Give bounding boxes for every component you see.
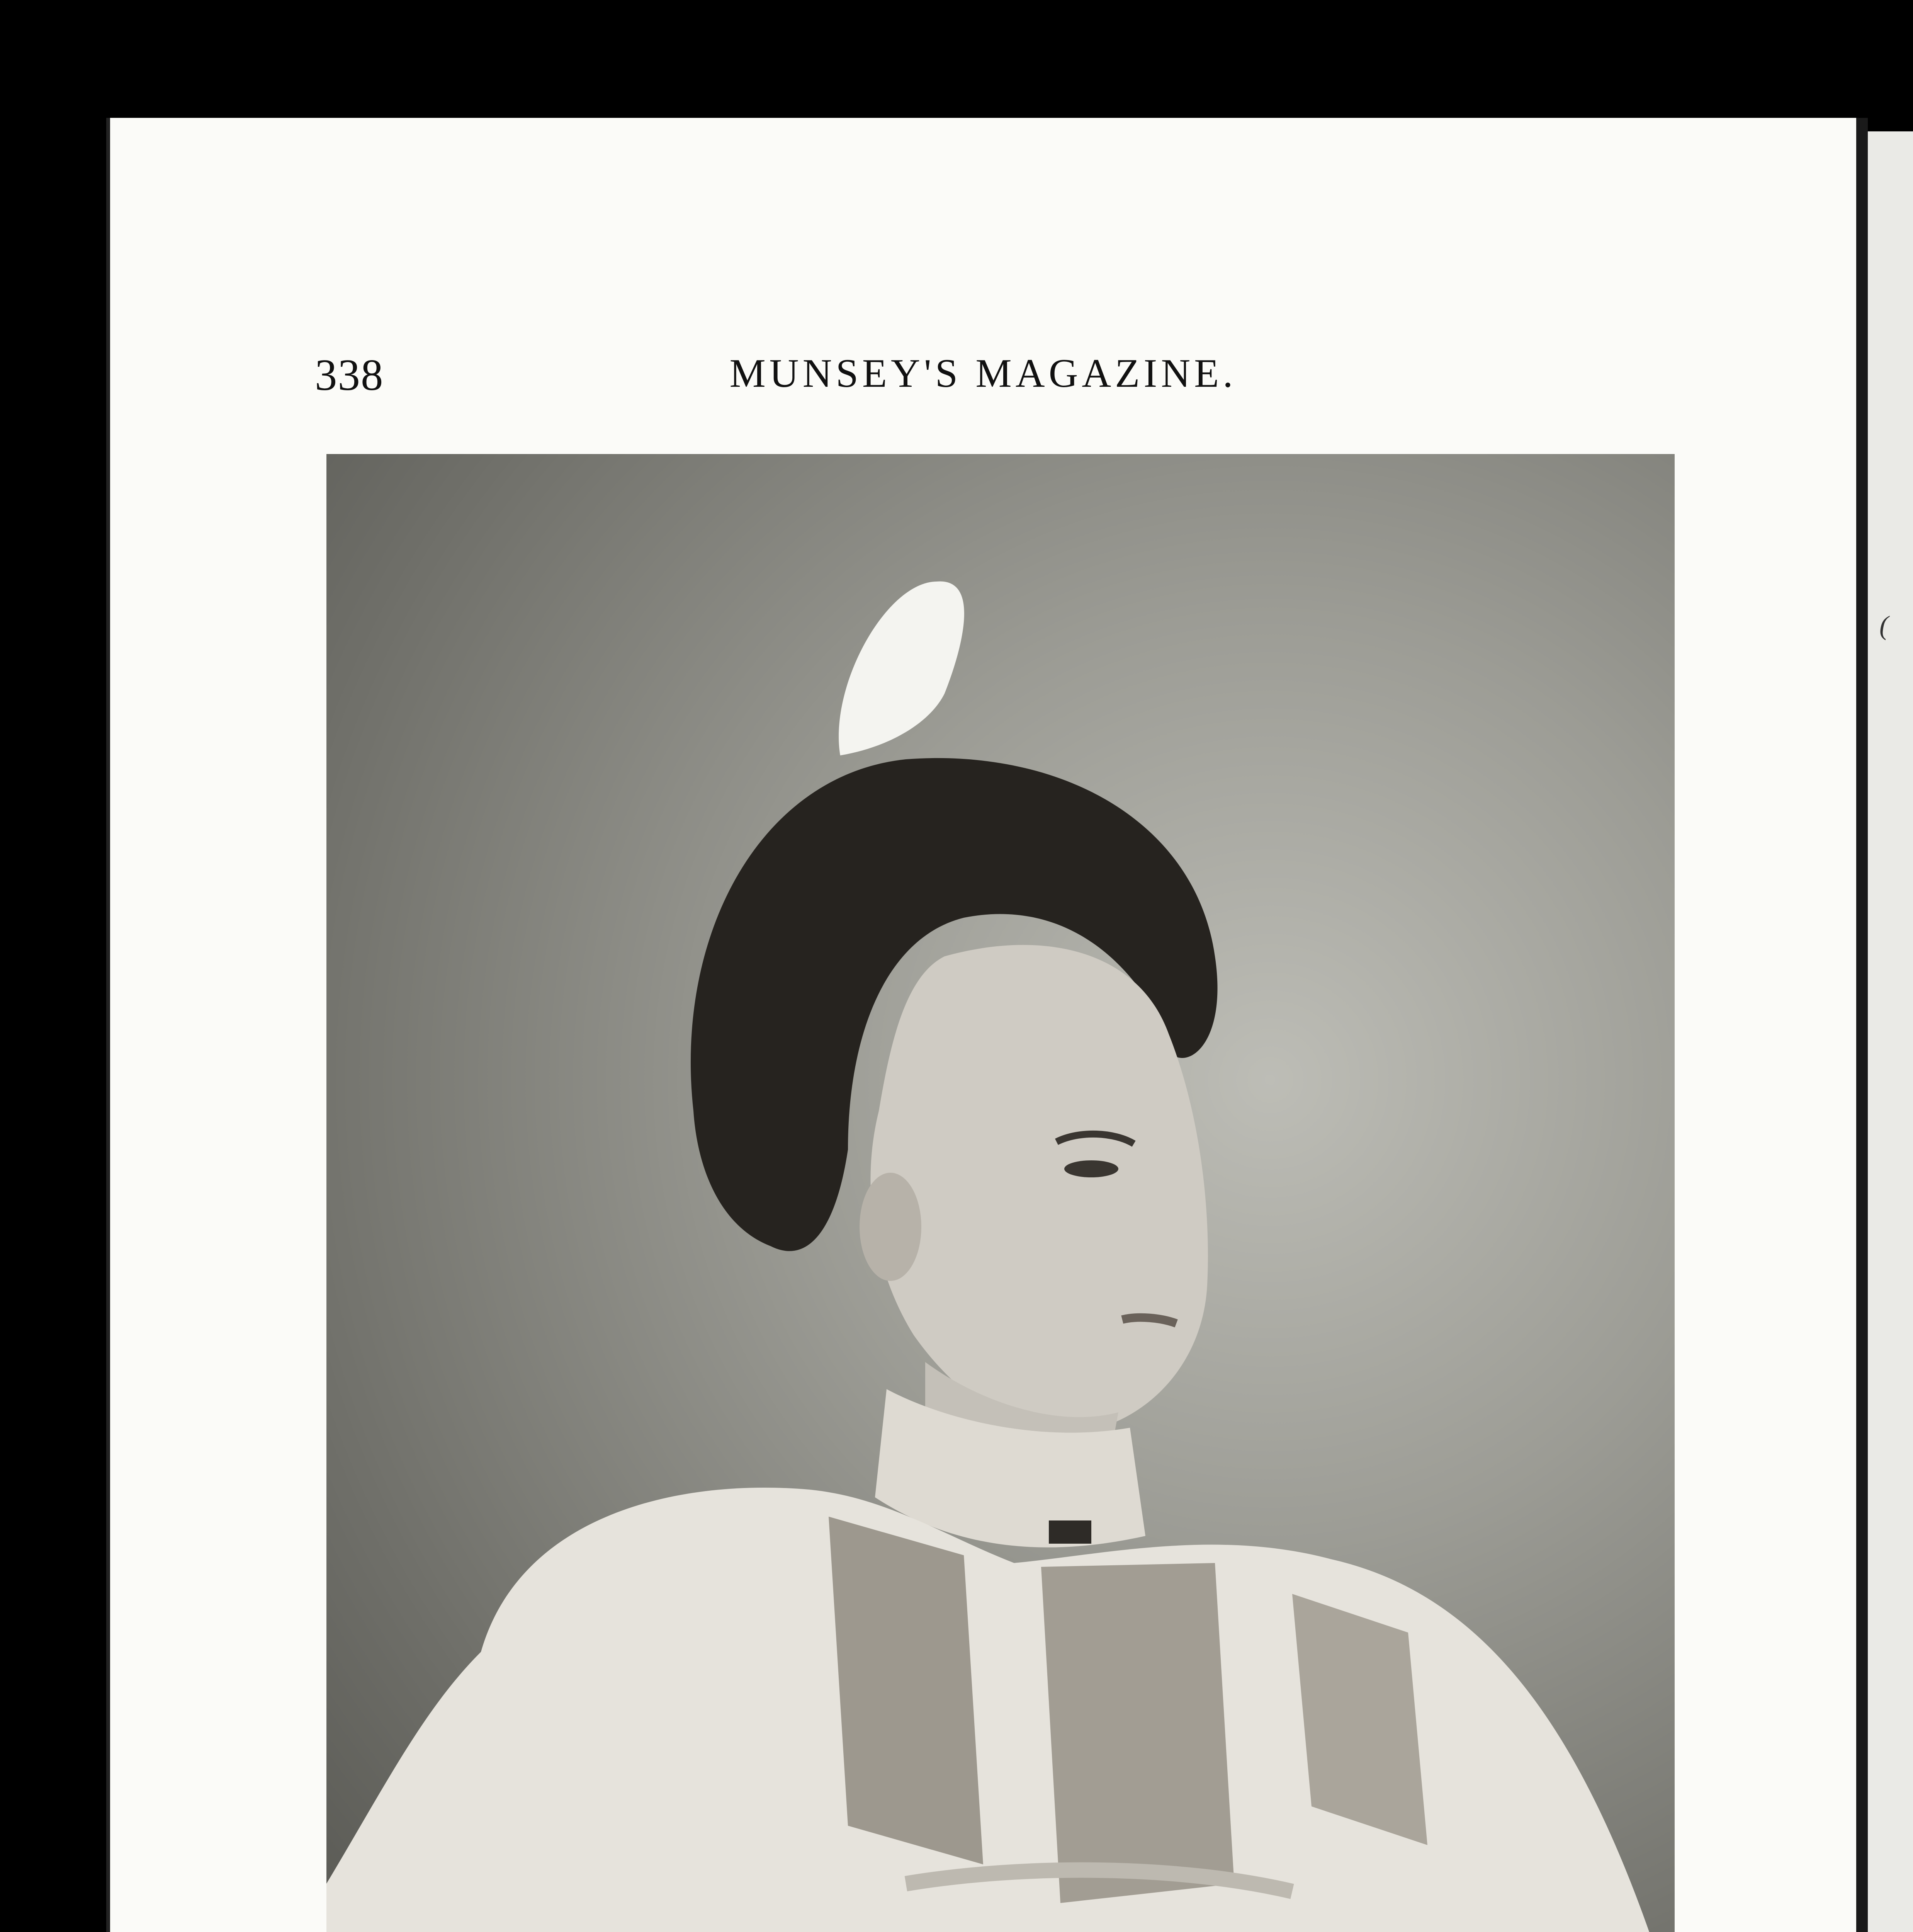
magazine-page bbox=[106, 118, 1856, 1932]
running-head: MUNSEY'S MAGAZINE. bbox=[729, 350, 1237, 396]
page-number: 338 bbox=[315, 350, 384, 400]
portrait-photograph bbox=[326, 454, 1675, 1932]
portrait-illustration bbox=[326, 454, 1675, 1932]
adjacent-page-strip: ( bbox=[1868, 131, 1913, 1932]
